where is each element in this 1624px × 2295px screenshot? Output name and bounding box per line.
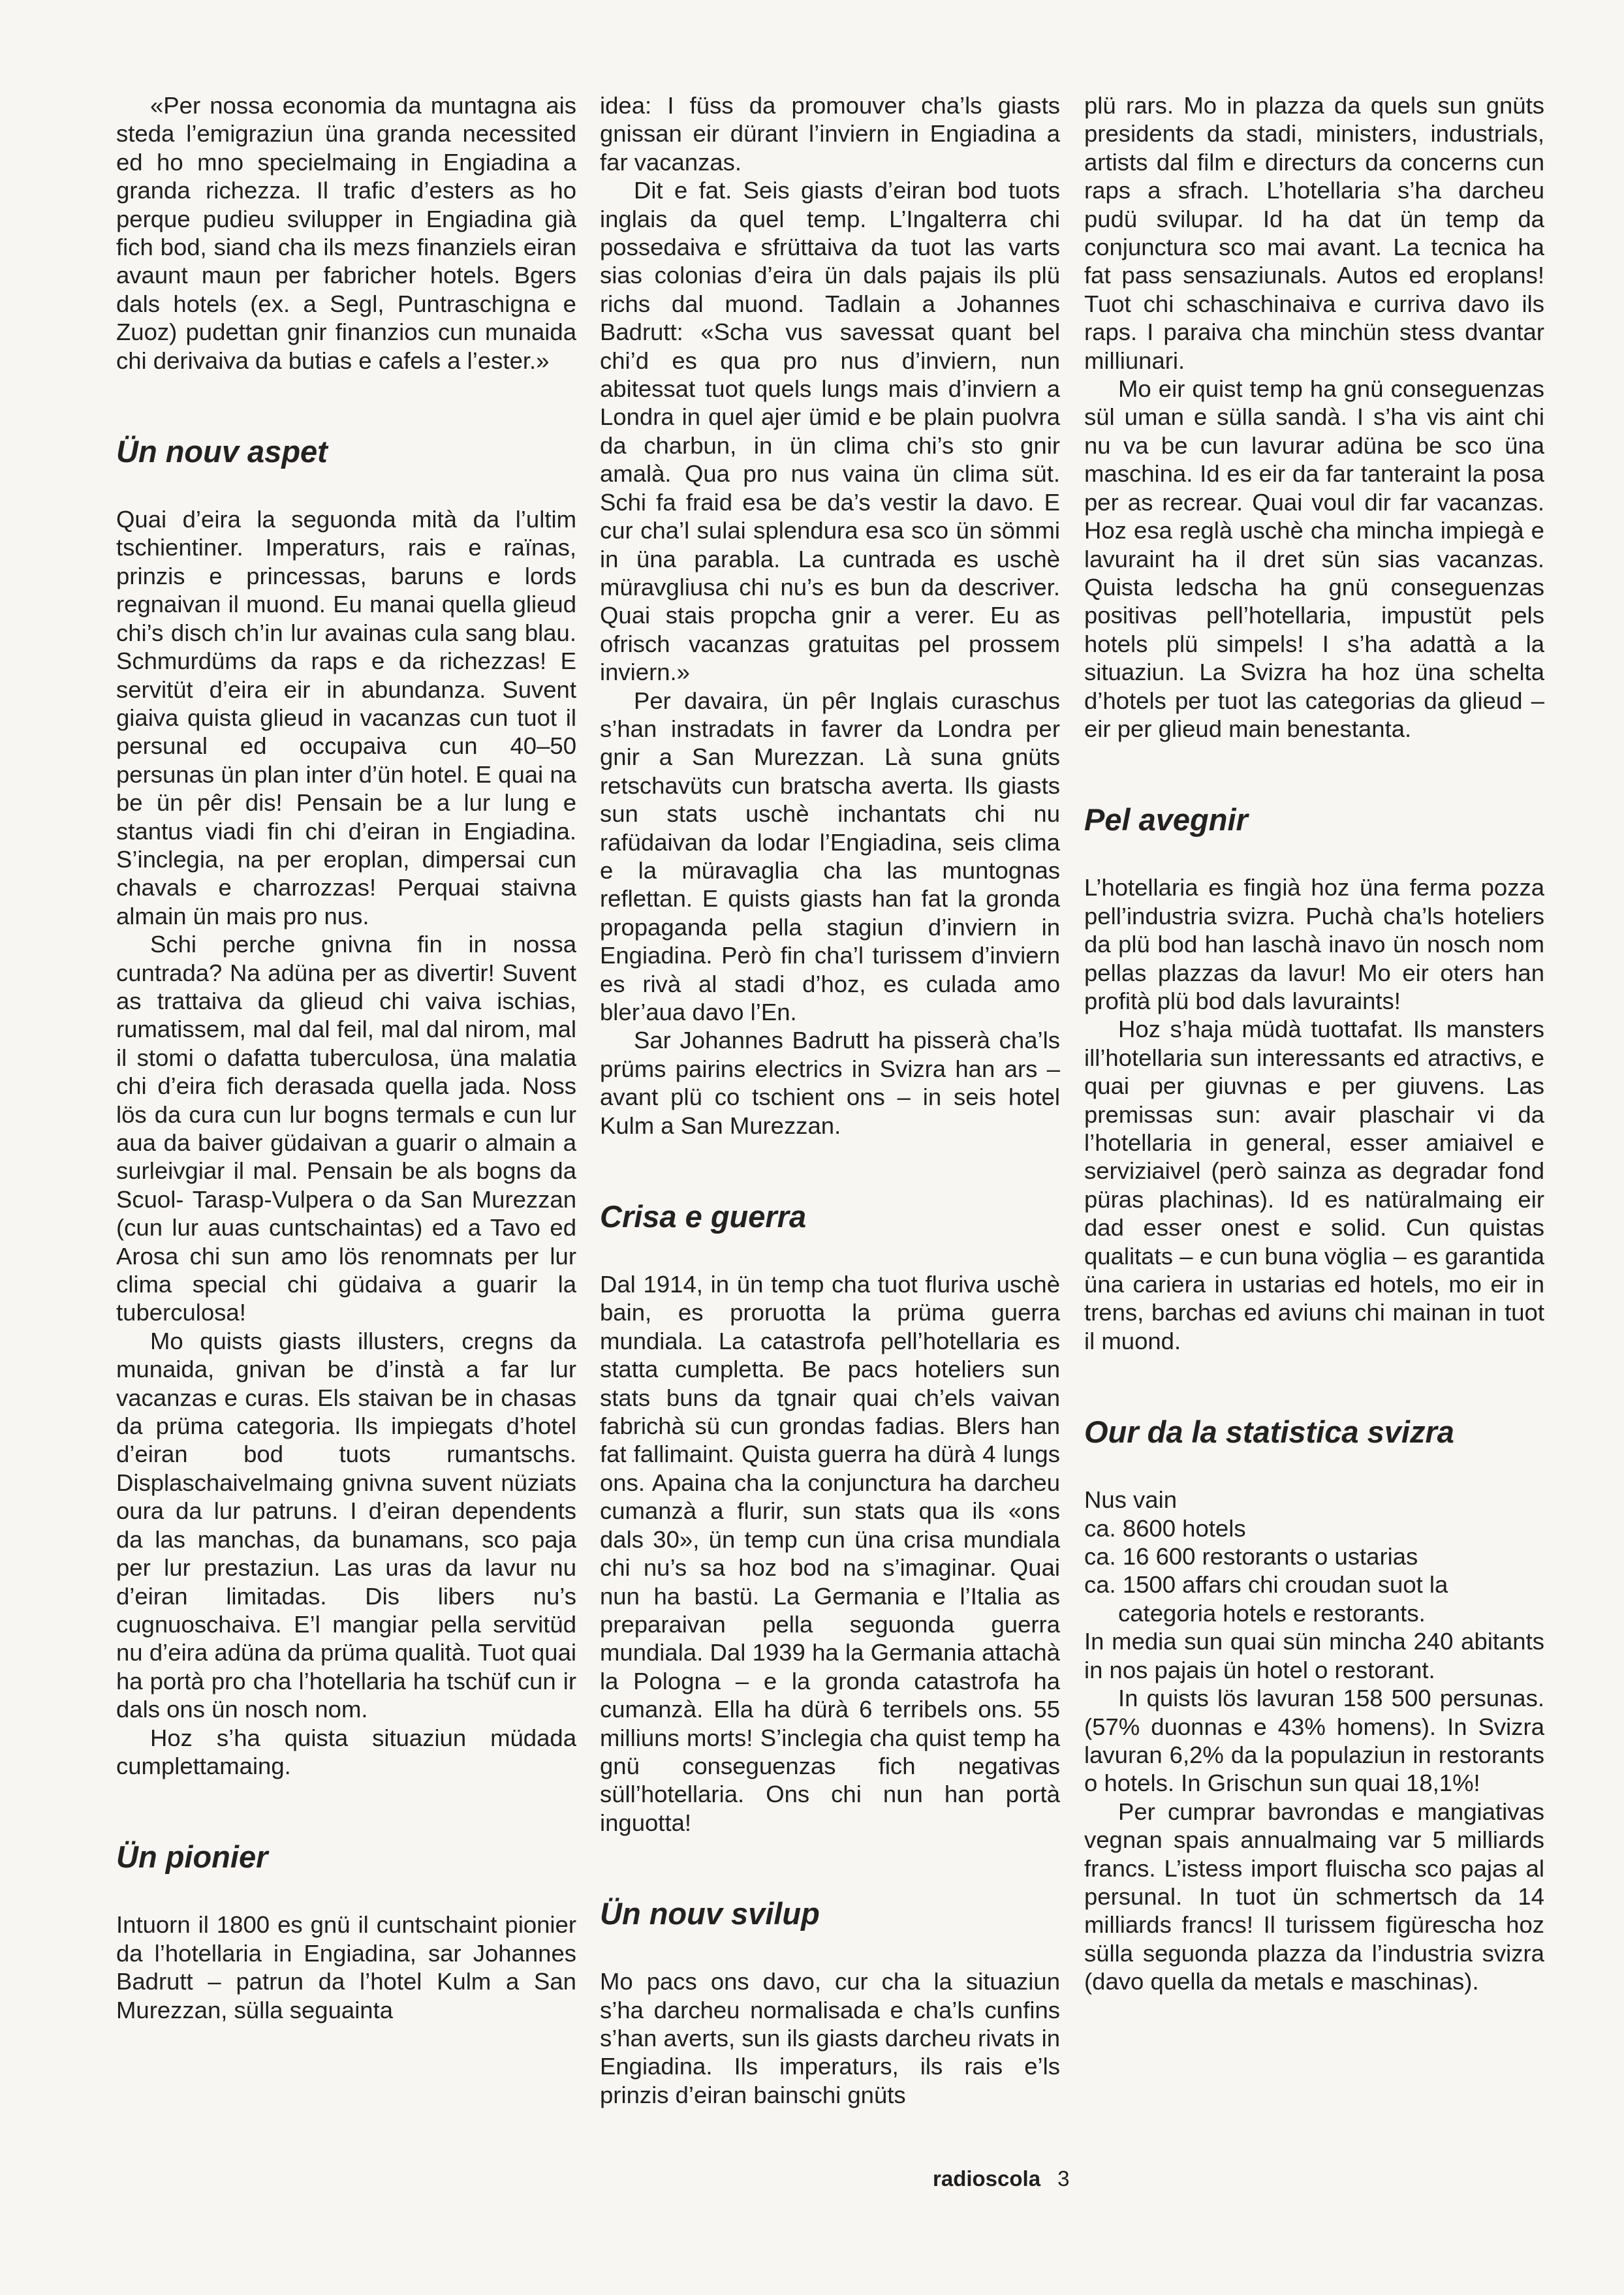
section-heading: Pel avegnir <box>1084 802 1248 837</box>
paragraph: Mo eir quist temp ha gnü conseguenzas sül uman e sülla sandà. I s’ha vis aint chi nu va be cun lavurar adüna be sco üna maschina. Id es eir da far tanteraint la posa per as recrear. Quai voul dir far vacanzas. Hoz esa reglà uschè cha mincha impiegà e lavuraint ha il dret sün sias vacanzas. Quista ledscha ha gnü conseguenzas positivas pell’hotellaria, impustüt pels hotels plü simpels! I s’ha adattà a la situaziun. La Svizra ha hoz üna schelta d’hotels per tuot las categorias da glieud – eir per glieud main benestanta. <box>1084 375 1544 742</box>
list-item: ca. 8600 hotels <box>1084 1514 1246 1542</box>
paragraph: Per davaira, ün pêr Inglais curaschus s’han instradats in favrer da Londra per gnir a San Murezzan. Là suna gnüts retschavüts cun bratscha averta. Ils giasts sun stats uschè inchantats chi nu rafüdaivan da lodar l’Engiadina, seis clima e la müravaglia cha las muntognas reflettan. E quists giasts han fat la gronda propaganda pella stagiun d’inviern in Engiadina. Però fin cha’l turissem d’inviern es rivà al stadi d’hoz, es culada amo bler’aua davo l’En. <box>600 687 1060 1025</box>
paragraph: Per cumprar bavrondas e mangiativas vegnan spais annualmaing var 5 milliards francs. L’istess import fluischa sco pajas al persunal. In tuot ün schmertsch da 14 milliards francs! Il turissem figürescha hoz sülla seguonda plazza da l’industria svizra (davo quella da metals e maschinas). <box>1084 1798 1544 1995</box>
section-heading: Ün pionier <box>116 1839 268 1875</box>
list-item: ca. 16 600 restorants o ustarias <box>1084 1543 1418 1570</box>
page-number: 3 <box>1057 2166 1070 2191</box>
magazine-name: radioscola <box>933 2166 1041 2191</box>
paragraph: Intuorn il 1800 es gnü il cuntschaint pionier da l’hotellaria in Engiadina, sar Johannes Badrutt – patrun da l’hotel Kulm a San Murezzan, sülla seguainta <box>116 1911 576 2023</box>
paragraph: In media sun quai sün mincha 240 abitants in nos pajais ün hotel o restorant. <box>1084 1628 1544 1683</box>
paragraph: plü rars. Mo in plazza da quels sun gnüts presidents da stadi, ministers, industrials, artists dal film e directurs da concerns cun raps a sfrach. L’hotellaria s’ha darcheu pudü svilupar. Id ha dat ün temp da conjunctura sco mai avant. La tecnica ha fat pass sensaziunals. Autos ed eroplans! Tuot chi schaschinaiva e curriva davo ils raps. I paraiva cha minchün stess dvantar milliunari. <box>1084 92 1544 374</box>
paragraph: Hoz s’haja müdà tuottafat. Ils mansters ill’hotellaria sun interessants ed atractivs, e quai per giuvnas e per giuvens. Las premissas sun: avair plaschair vi da l’hotellaria in general, esser amiaivel e serviziaivel (però sainza as degradar fond püras plachinas). Id es natüralmaing eir dad esser onest e solid. Cun quistas qualitats – e cun buna vöglia – es garantida üna cariera in ustarias ed hotels, mo eir in trens, barchas ed aviuns chi mainan in tuot il muond. <box>1084 1016 1544 1354</box>
paragraph: L’hotellaria es fingià hoz üna ferma pozza pell’industria svizra. Puchà cha’ls hoteliers da plü bod han laschà inavo ün nosch nom pellas plazzas da lavur! Mo eir oters han profità plü bod dals lavuraints! <box>1084 874 1544 1014</box>
list-item: ca. 1500 affars chi croudan suot la categoria hotels e restorants. <box>1084 1571 1448 1627</box>
column-1 <box>116 91 576 2024</box>
paragraph: idea: I füss da promouver cha’ls giasts gnissan eir dürant l’inviern in Engiadina a far vacanzas. <box>600 92 1060 176</box>
paragraph: Schi perche gnivna fin in nossa cuntrada? Na adüna per as divertir! Suvent as trattaiva da glieud chi vaiva ischias, rumatissem, mal dal feil, mal dal nirom, mal il stomi o dafatta tuberculosa, üna malatia chi d’eira fich derasada quella jada. Noss lös da cura cun lur bogns termals e cun lur aua da baiver güdaivan a guarir o almain a surleivgiar il mal. Pensain be als bogns da Scuol- Tarasp-Vulpera o da San Murezzan (cun lur auas cuntschaintas) ed a Tavo ed Arosa chi sun amo lös renomnats per lur clima special chi güdaiva a guarir la tuberculosa! <box>116 931 576 1326</box>
paragraph: In quists lös lavuran 158 500 persunas. (57% duonnas e 43% homens). In Svizra lavuran 6,2% da la populaziun in restorants o hotels. In Grischun sun quai 18,1%! <box>1084 1685 1544 1797</box>
column-3 <box>1084 91 1544 1996</box>
paragraph: Dal 1914, in ün temp cha tuot fluriva uschè bain, es proruotta la prüma guerra mundiala. La catastrofa pell’hotellaria es statta cumpletta. Be pacs hoteliers sun stats buns da tgnair quai ch’els vaivan fabrichà sü cun grondas fadias. Blers han fat fallimaint. Quista guerra ha dürà 4 lungs ons. Apaina cha la conjunctura ha darcheu cumanzà a flurir, sun stats qua ils «ons dals 30», ün temp cun üna crisa mundiala chi nu’s sa hoz bod na s’imaginar. Quai nun ha bastü. La Germania e l’Italia as preparaivan pella seguonda guerra mundiala. Dal 1939 ha la Germania attachà la Pologna – e la gronda catastrofa ha cumanzà. Ella ha dürà 6 terribels ons. 55 milliuns morts! S’inclegia cha quist temp ha gnü conseguenzas fich negativas süll’hotellaria. Ons chi nun han portà inguotta! <box>600 1271 1060 1836</box>
section-heading: Ün nouv svilup <box>600 1896 820 1931</box>
paragraph: Quai d’eira la seguonda mità da l’ultim tschientiner. Imperaturs, rais e raïnas, prinzis e princessas, baruns e lords regnaivan il muond. Eu manai quella glieud chi’s disch ch’in lur avainas cula sang blau. Schmurdüms da raps e da richezzas! E servitüt d’eira eir in abundanza. Suvent giaiva quista glieud in vacanzas cun tuot il persunal ed occupaiva cun 40–50 persunas ün plan inter d’ün hotel. E quai na be ün pêr dis! Pensain be a lur lung e stantus viadi fin chi d’eiran in Engiadina. S’inclegia, na per eroplan, dimpersai cun chavals e charrozzas! Perquai staivna almain ün mais pro nus. <box>116 506 576 929</box>
paragraph: Mo pacs ons davo, cur cha la situaziun s’ha darcheu normalisada e cha’ls cunfins s’han averts, sun ils giasts darcheu rivats in Engiadina. Ils imperaturs, ils rais e’ls prinzis d’eiran bainschi gnüts <box>600 1968 1060 2108</box>
section-heading: Crisa e guerra <box>600 1199 807 1234</box>
paragraph: Dit e fat. Seis giasts d’eiran bod tuots inglais da quel temp. L’Ingalterra chi possedaiva e sfrüttaiva da tuot las varts sias colonias d’eira ün dals pajais ils plü richs dal muond. Tadlain a Johannes Badrutt: «Scha vus savessat quant bel chi’d es qua pro nus d’inviern, nun abitessat tuot quels lungs mais d’inviern a Londra in quel ajer ümid e be plain puolvra da charbun, in ün clima chi’s sto gnir amalà. Qua pro nus vaina ün clima süt. Schi fa fraid esa be da’s vestir la davo. E cur cha’l sulai splendura esa sco ün sömmi in üna parabla. La cuntrada es uschè müravgliusa chi nu’s es bun da descriver. Quai stais propcha gnir a verer. Eu as ofrisch vacanzas gratuitas pel prossem inviern.» <box>600 177 1060 686</box>
paragraph: Mo quists giasts illusters, cregns da munaida, gnivan be d’instà a far lur vacanzas e curas. Els staivan be in chasas da prüma categoria. Ils impiegats d’hotel d’eiran bod tuots rumantschs. Displaschaivelmaing gnivna suvent nüziats oura da lur patruns. I d’eiran dependents da las manchas, da bunamans, sco paja per lur prestaziun. Las uras da lavur nu d’eiran limitadas. Dis libers nu’s cugnuoschaiva. E’l mangiar pella servitüd nu d’eira adüna da prüma qualità. Tuot quai ha portà pro cha l’hotellaria ha tschüf cun ir dals ons ün nosch nom. <box>116 1327 576 1723</box>
section-heading: Ün nouv aspet <box>116 434 328 469</box>
section-heading: Our da la statistica svizra <box>1084 1414 1454 1450</box>
paragraph: Hoz s’ha quista situaziun müdada cumplettamaing. <box>116 1724 576 1779</box>
paragraph: Sar Johannes Badrutt ha pisserà cha’ls prüms pairins electrics in Svizra han ars – avant plü co tschient ons – in seis hotel Kulm a San Murezzan. <box>600 1027 1060 1139</box>
paragraph: «Per nossa economia da muntagna ais steda l’emigraziun üna granda necessited ed ho mno specielmaing in Engiadina a granda richezza. Il trafic d’esters as ho perque pudieu svilupper in Engiadina già fich bod, siand cha ils mezs finanziels eiran avaunt maun per fabricher hotels. Bgers dals hotels (ex. a Segl, Puntraschigna e Zuoz) pudettan gnir finanzios cun munaida chi derivaiva da butias e cafels a l’ester.» <box>116 92 576 374</box>
list-item: Nus vain <box>1084 1486 1178 1514</box>
page-footer <box>933 2166 1069 2192</box>
statistics-list <box>1084 1486 1544 1627</box>
column-2 <box>600 91 1060 2109</box>
